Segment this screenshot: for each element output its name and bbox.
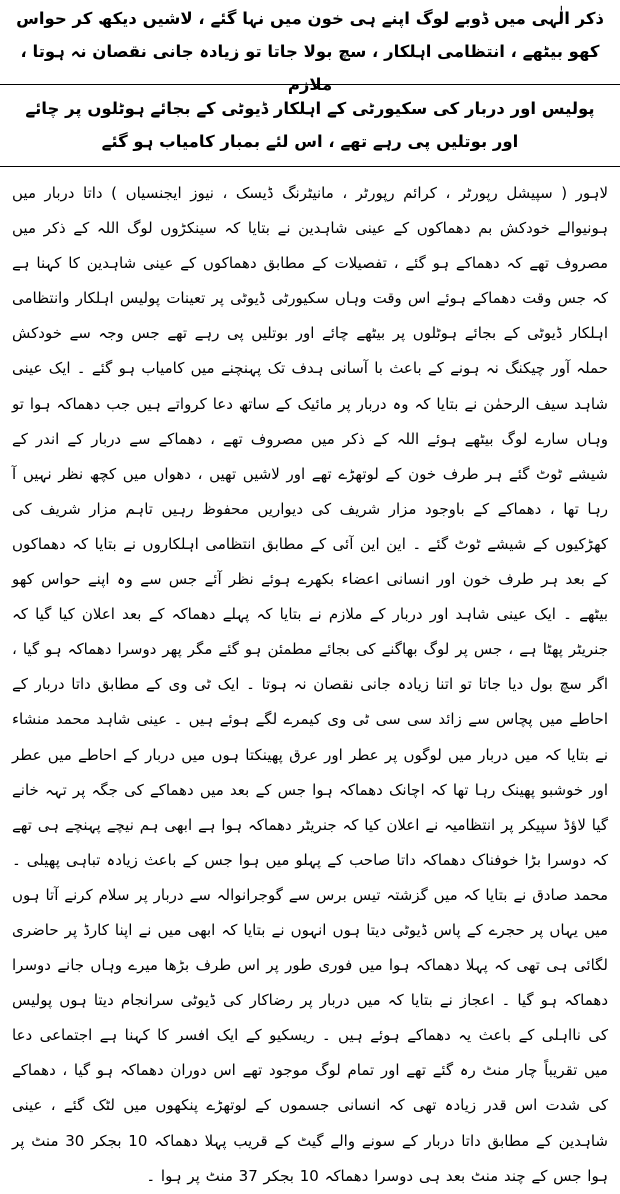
main-headline: ذکر الٰہی میں ڈوبے لوگ اپنے ہی خون میں نہا گئے ، لاشیں دیکھ کر حواس کھو بیٹھے ، انتظامی اہلکار ، سچ بولا جاتا تو زیادہ جانی نقصان نہ ہوتا ، ملازم xyxy=(16,9,604,94)
article-body: لاہور ( سپیشل رپورٹر ، کرائم رپورٹر ، مانیٹرنگ ڈیسک ، نیوز ایجنسیاں ) داتا دربار میں ہونیوالے خودکش بم دھماکوں کے عینی شاہدین نے بتایا کہ سینکڑوں لوگ اللہ کے ذکر میں مصروف تھے کہ دھماکے ہو گئے ، تفصیلات کے مطابق دھماکوں کے عینی شاہدین کا کہنا ہے کہ جس وقت دھماکے ہوئے اس وقت وہاں سکیورٹی ڈیوٹی پر تعینات پولیس اہلکار وانتظامی اہلکار ڈیوٹی کے بجائے ہوٹلوں پر بیٹھے چائے اور بوتلیں پی رہے تھے جس وجہ سے خودکش حملہ آور چیکنگ نہ ہونے کے باعث با آسانی ہدف تک پہنچنے میں کامیاب ہو گئے ۔ ایک عینی شاہد سیف الرحمٰن نے بتایا کہ وہ دربار پر مائیک کے ساتھ دعا کرواتے ہیں جب دھماکہ ہوا تو وہاں سارے لوگ بیٹھے ہوئے اللہ کے ذکر میں مصروف تھے ، دھماکے سے دربار کے اندر کے شیشے ٹوٹ گئے ہر طرف خون کے لوتھڑے تھے اور لاشیں تھیں ، دھواں میں کچھ نظر نہیں آ رہا تھا ، دھماکے کے باوجود مزار شریف کی دیواریں محفوظ رہیں تاہم مزار شریف کی کھڑکیوں کے شیشے ٹوٹ گئے ۔ این این آئی کے مطابق انتظامی اہلکاروں نے بتایا کہ دھماکوں کے بعد ہر طرف خون اور انسانی اعضاء بکھرے ہوئے نظر آئے جس سے وہ اپنے حواس کھو بیٹھے ۔ ایک عینی شاہد اور دربار کے ملازم نے بتایا کہ پہلے دھماکہ کے بعد اعلان کیا گیا کہ جنریٹر پھٹا ہے ، جس پر لوگ بھاگنے کی بجائے مطمئن ہو گئے مگر پھر دوسرا دھماکہ ہو گیا ، اگر سچ بول دیا جاتا تو اتنا زیادہ جانی نقصان نہ ہوتا ۔ ایک ٹی وی کے مطابق داتا دربار کے احاطے میں پچاس سے زائد سی سی ٹی وی کیمرے لگے ہوئے ہیں ۔ عینی شاہد محمد منشاء نے بتایا کہ میں دربار میں لوگوں پر عطر اور عرق پھینکتا ہوں میں دربار کے احاطے میں عطر اور خوشبو پھینک رہا تھا کہ اچانک دھماکہ ہوا جس کے بعد میں دھماکے کی جگہ پر تہہ خانے گیا لاؤڈ سپیکر پر انتظامیہ نے اعلان کیا کہ جنریٹر دھماکہ ہوا ہے ابھی ہم نیچے پہنچے ہی تھے کہ دوسرا بڑا خوفناک دھماکہ داتا صاحب کے پہلو میں ہوا جس کے باعث زیادہ تباہی پھیلی ۔ محمد صادق نے بتایا کہ میں گزشتہ تیس برس سے گوجرانوالہ سے دربار پر سلام کرنے آتا ہوں میں یہاں پر حجرے کے پاس ڈیوٹی دیتا ہوں انہوں نے بتایا کہ ابھی میں نے اپنا کارڈ پر حاضری لگائی ہی تھی کہ پہلا دھماکہ ہوا میں فوری طور پر اس طرف بڑھا میرے وہاں جانے دوسرا دھماکہ ہو گیا ۔ اعجاز نے بتایا کہ میں دربار پر رضاکار کی ڈیوٹی سرانجام دیتا ہوں پولیس کی نااہلی کے باعث یہ دھماکے ہوئے ہیں ۔ ریسکیو کے ایک افسر کا کہنا ہے اجتماعی دعا میں تقریباً چار منٹ رہ گئے تھے اور تمام لوگ موجود تھے اس دوران دھماکہ ہو گیا ، دھماکے کی شدت اس قدر زیادہ تھی کہ انسانی جسموں کے لوتھڑے پنکھوں میں لٹک گئے ، عینی شاہدین کے مطابق داتا دربار کے سونے والے گیٹ کے قریب پہلا دھماکہ 10 بجکر 30 منٹ پر ہوا جس کے چند منٹ بعد ہی دوسرا دھماکہ 10 بجکر 37 منٹ پر ہوا ۔ xyxy=(12,184,608,1185)
headline-divider xyxy=(0,84,620,85)
article-divider xyxy=(0,166,620,167)
sub-headline: پولیس اور دربار کی سکیورٹی کے اہلکار ڈیوٹی کے بجائے ہوٹلوں پر چائے اور بوتلیں پی رہے تھے ، اس لئے بمبار کامیاب ہو گئے xyxy=(25,99,595,151)
